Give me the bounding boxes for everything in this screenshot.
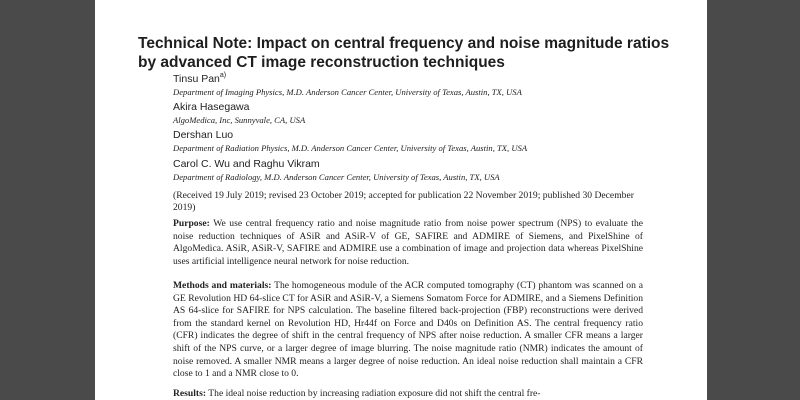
author-affiliation: AlgoMedica, Inc, Sunnyvale, CA, USA [173, 115, 306, 125]
abstract-methods: Methods and materials: The homogeneous module of the ACR computed tomography (CT) phantom was scanned on a GE Revolution HD 64-slice CT for ASiR and ASiR-V, a Siemens Somatom Force for ADMIRE, and a Siemens Definition AS 64-slice for SAFIRE for NPS calculation. The baseline filtered back-projection (FBP) reconstructions were derived from the standard kernel on Revolution HD, Hr44f on Force and D40s on Definition AS. The central frequency ratio (CFR) indicates the degree of shift in the central frequency of NPS after noise reduction. A smaller CFR means a larger shift of the NPS curve, or a larger degree of image blurring. The noise magnitude ratio (NMR) indicates the amount of noise removed. A smaller NMR means a larger degree of noise reduction. An ideal noise reduction shall maintain a CFR close to 1 and a NMR close to 0. [173, 280, 643, 380]
abstract-purpose: Purpose: We use central frequency ratio and noise magnitude ratio from noise power spectrum (NPS) to evaluate the noise reduction techniques of ASiR and ASiR-V of GE, SAFIRE and ADMIRE of Siemens, and PixelShine of AlgoMedica. ASiR, ASiR-V, SAFIRE and ADMIRE use a combination of image and projection data whereas PixelShine uses artificial intelligence neural network for noise reduction. [173, 218, 643, 267]
paper-page [95, 0, 707, 400]
author-footnote-marker: a) [219, 72, 227, 79]
author-affiliation: Department of Imaging Physics, M.D. Anderson Cancer Center, University of Texas, Austin, TX, USA [173, 87, 522, 97]
section-label: Methods and materials: [173, 280, 272, 291]
author-affiliation: Department of Radiology, M.D. Anderson Cancer Center, University of Texas, Austin, TX, USA [173, 172, 500, 182]
section-label: Purpose: [173, 218, 210, 229]
author-name: Dershan Luo [173, 129, 234, 141]
paper-title: Technical Note: Impact on central frequency and noise magnitude ratios by advanced CT image reconstruction techniques [138, 35, 670, 71]
author-affiliation: Department of Radiation Physics, M.D. Anderson Cancer Center, University of Texas, Austin, TX, USA [173, 143, 528, 153]
publication-history: (Received 19 July 2019; revised 23 October 2019; accepted for publication 22 November 2019; published 30 December 2019) [173, 190, 634, 213]
abstract-results: Results: The ideal noise reduction by increasing radiation exposure did not shift the central fre- [173, 388, 541, 399]
section-label: Results: [173, 388, 207, 399]
author-name: Carol C. Wu and Raghu Vikram [173, 158, 320, 170]
author-name: Akira Hasegawa [173, 101, 250, 113]
author-name: Tinsu Pan$^{a)}$ [173, 72, 227, 85]
